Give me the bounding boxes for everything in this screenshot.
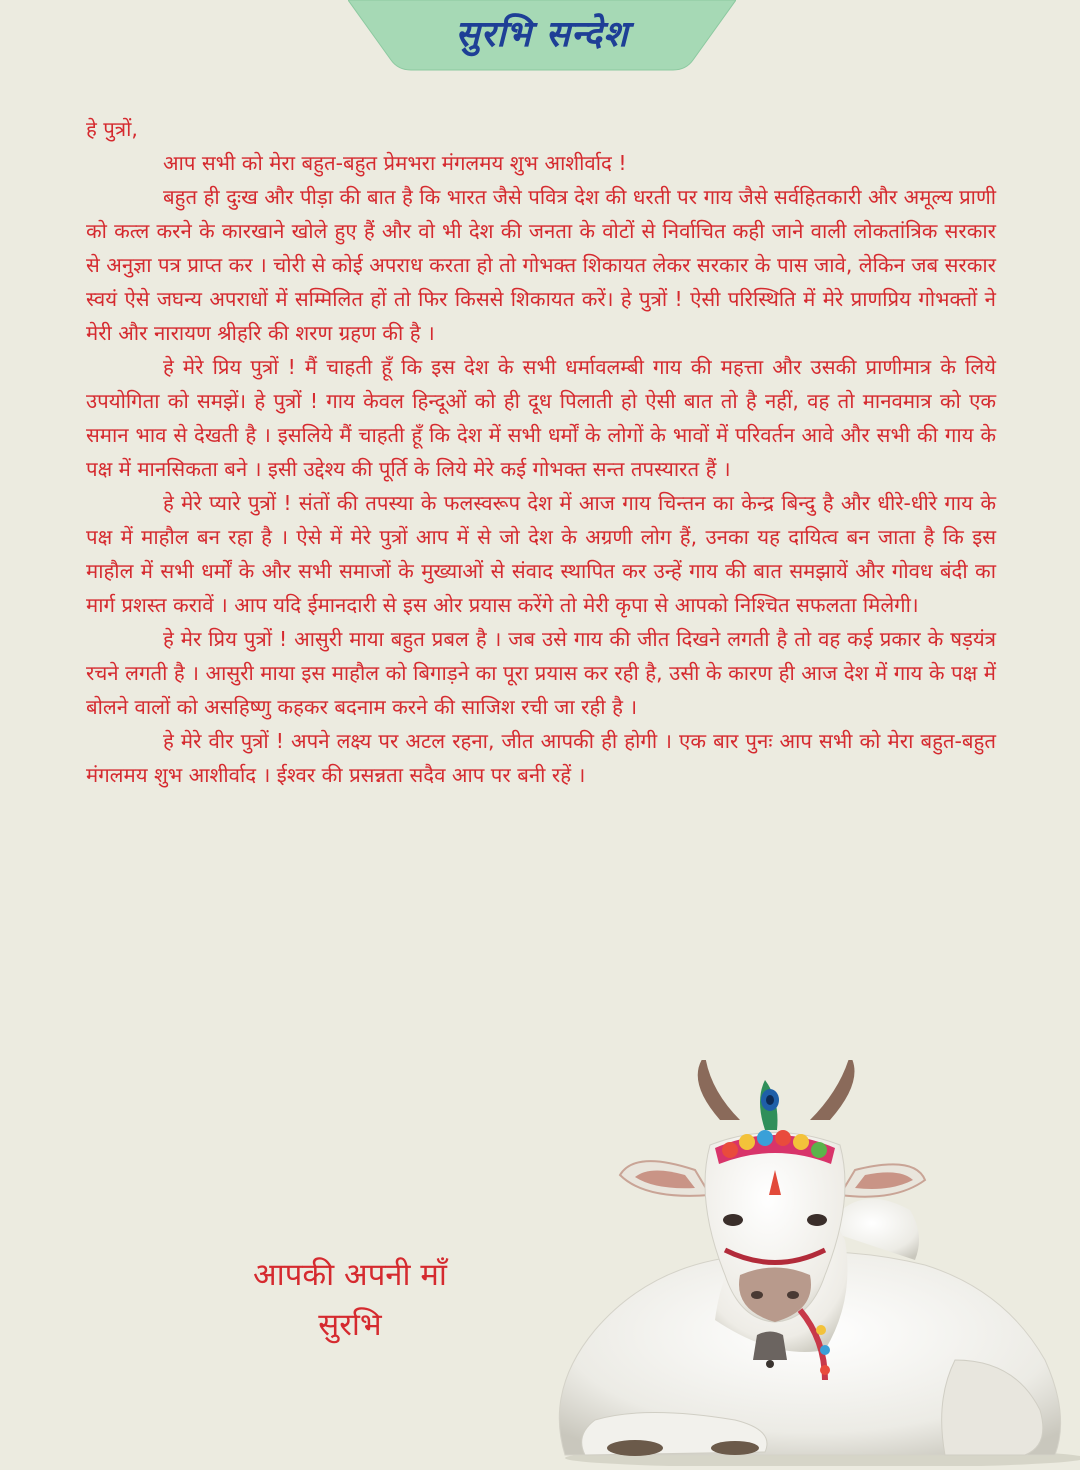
page-title: सुरभि सन्देश [455,13,629,55]
signature-line: आपकी अपनी माँ [253,1257,447,1293]
letter-paragraph: हे मेरे प्यारे पुत्रों ! संतों की तपस्या के फलस्वरूप देश में आज गाय चिन्तन का केन्द्र बिन्दु है और धीरे-धीरे गाय के पक्ष में माहौल बन रहा है । ऐसे में मेरे पुत्रों आप में से जो देश के अग्रणी लोग हैं, उनका यह दायित्व बन जाता है कि इस माहौल में सभी धर्मों के और सभी समाजों के मुख्याओं से संवाद स्थापित कर उन्हें गाय की बात समझायें और गोवध बंदी का मार्ग प्रशस्त करावें । आप यदि ईमानदारी से इस ओर प्रयास करेंगे तो मेरी कृपा से आपको निश्चित सफलता मिलेगी। [86,491,996,617]
letter-paragraph: बहुत ही दुःख और पीड़ा की बात है कि भारत जैसे पवित्र देश की धरती पर गाय जैसे सर्वहितकारी और अमूल्य प्राणी को कत्ल करने के कारखाने खोले हुए हैं और वो भी देश की जनता के वोटों से निर्वाचित कही जाने वाली लोकतांत्रिक सरकार से अनुज्ञा पत्र प्राप्त कर । चोरी से कोई अपराध करता हो तो गोभक्त शिकायत लेकर सरकार के पास जावे, लेकिन जब सरकार स्वयं ऐसे जघन्य अपराधों में सम्मिलित हों तो फिर किससे शिकायत करें। हे पुत्रों ! ऐसी परिस्थिति में मेरे प्राणप्रिय गोभक्तों ने मेरी और नारायण श्रीहरि की शरण ग्रहण की है । [86,185,997,345]
letter-body [86,112,996,792]
cow-illustration [525,1060,1080,1466]
letter-paragraph: आप सभी को मेरा बहुत-बहुत प्रेमभरा मंगलमय शुभ आशीर्वाद ! [163,151,627,175]
signature [200,1250,500,1350]
header-banner [348,0,736,72]
signature-name: सुरभि [318,1307,382,1343]
letter-paragraph: हे मेर प्रिय पुत्रों ! आसुरी माया बहुत प्रबल है । जब उसे गाय की जीत दिखने लगती है तो वह कई प्रकार के षड़यंत्र रचने लगती है । आसुरी माया इस माहौल को बिगाड़ने का पूरा प्रयास कर रही है, उसी के कारण ही आज देश में गाय के पक्ष में बोलने वालों को असहिष्णु कहकर बदनाम करने की साजिश रची जा रही है । [86,627,996,719]
letter-paragraph: हे मेरे प्रिय पुत्रों ! मैं चाहती हूँ कि इस देश के सभी धर्मावलम्बी गाय की महत्ता और उसकी प्राणीमात्र के लिये उपयोगिता को समझें। हे पुत्रों ! गाय केवल हिन्दूओं को ही दूध पिलाती हो ऐसी बात तो है नहीं, वह तो मानवमात्र को एक समान भाव से देखती है । इसलिये मैं चाहती हूँ कि देश में सभी धर्मों के लोगों के भावों में परिवर्तन आवे और सभी की गाय के पक्ष में मानसिकता बने । इसी उद्देश्य की पूर्ति के लिये मेरे कई गोभक्त सन्त तपस्यारत हैं । [86,355,996,481]
cow-icon [525,1060,1080,1466]
salutation: हे पुत्रों, [86,117,138,141]
letter-paragraph: हे मेरे वीर पुत्रों ! अपने लक्ष्य पर अटल रहना, जीत आपकी ही होगी । एक बार पुनः आप सभी को मेरा बहुत-बहुत मंगलमय शुभ आशीर्वाद । ईश्वर की प्रसन्नता सदैव आप पर बनी रहें । [86,729,996,787]
